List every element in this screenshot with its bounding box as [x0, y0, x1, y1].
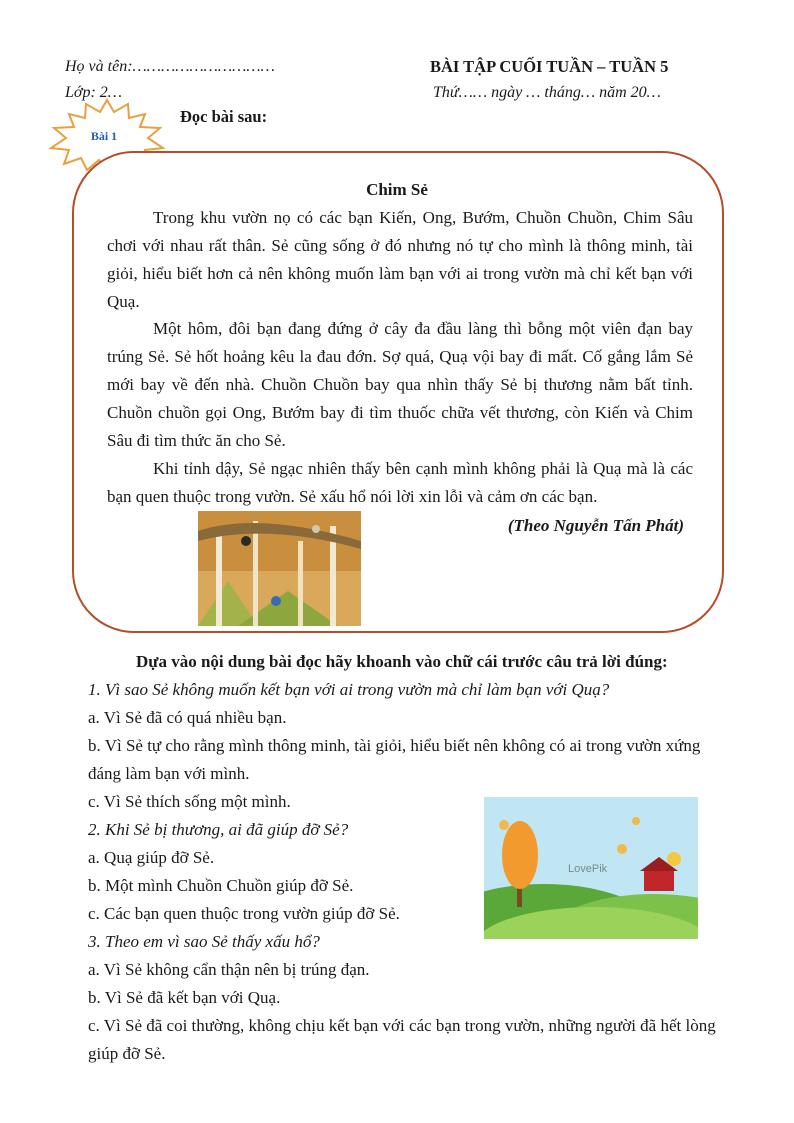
- instruction: Dựa vào nội dung bài đọc hãy khoanh vào chữ cái trước câu trả lời đúng:: [136, 652, 668, 671]
- source-author: Nguyễn Tấn Phát): [553, 516, 684, 535]
- question-3: 3. Theo em vì sao Sẻ thấy xấu hổ?: [88, 932, 320, 951]
- student-name-field: Họ và tên:…………………………: [65, 58, 275, 75]
- story-paragraph: Một hôm, đôi bạn đang đứng ở cây đa đầu làng thì bỗng một viên đạn bay trúng Sẻ. Sẻ hốt hoảng kêu la đau đớn. Sợ quá, Quạ vội bay đi mất. Cố gắng lắm Sẻ mới bay về đến nhà. Chuồn Chuồn bay qua nhìn thấy Sẻ bị thương nằm bất tỉnh. Chuồn chuồn gọi Ong, Bướm bay đi tìm thuốc chữa vết thương, còn Kiến và Chim Sâu đi tìm thức ăn cho Sẻ.: [107, 319, 693, 450]
- answer-option: c. Vì Sẻ thích sống một mình.: [88, 792, 291, 811]
- answer-option: a. Quạ giúp đỡ Sẻ.: [88, 848, 215, 867]
- story-paragraph: Khi tỉnh dậy, Sẻ ngạc nhiên thấy bên cạnh mình không phải là Quạ mà là các bạn quen thuộc trong vườn. Sẻ xấu hổ nói lời xin lỗi và cảm ơn các bạn.: [107, 459, 693, 506]
- forest-bird-illustration: [198, 511, 361, 626]
- question-2: 2. Khi Sẻ bị thương, ai đã giúp đỡ Sẻ?: [88, 820, 349, 839]
- landscape-illustration: [484, 797, 698, 939]
- story-paragraph: Trong khu vườn nọ có các bạn Kiến, Ong, Bướm, Chuồn Chuồn, Chim Sâu chơi với nhau rất thân. Sẻ cũng sống ở đó nhưng nó tự cho mình là thông minh, tài giỏi, hiểu biết hơn cả nên không muốn làm bạn với ai trong vườn mà chỉ kết bạn với Quạ.: [107, 208, 693, 311]
- date-line: Thứ…… ngày … tháng… năm 20…: [433, 84, 661, 101]
- answer-option: a. Vì Sẻ đã có quá nhiều bạn.: [88, 708, 287, 727]
- read-prompt: Đọc bài sau:: [180, 107, 268, 126]
- student-class-field: Lớp: 2…: [65, 84, 122, 101]
- worksheet-title: BÀI TẬP CUỐI TUẦN – TUẦN 5: [430, 57, 669, 76]
- answer-option: c. Các bạn quen thuộc trong vườn giúp đỡ Sẻ.: [88, 904, 400, 923]
- image-watermark: LovePik: [568, 863, 608, 875]
- answer-option: c. Vì Sẻ đã coi thường, không chịu kết bạn với các bạn trong vườn, những người đã hết lòng giúp đỡ Sẻ.: [88, 1016, 716, 1063]
- story-source: [508, 516, 684, 536]
- answer-option: b. Vì Sẻ tự cho rằng mình thông minh, tài giỏi, hiểu biết nên không có ai trong vườn xứng đáng làm bạn với mình.: [88, 736, 701, 783]
- answer-option: a. Vì Sẻ không cẩn thận nên bị trúng đạn.: [88, 960, 370, 979]
- exercise-badge-label: Bài 1: [90, 129, 118, 143]
- question-1: 1. Vì sao Sẻ không muốn kết bạn với ai trong vườn mà chỉ làm bạn với Quạ?: [88, 680, 610, 699]
- source-prefix: (Theo: [507, 516, 554, 535]
- story-title: Chim Sẻ: [366, 180, 428, 199]
- answer-option: b. Vì Sẻ đã kết bạn với Quạ.: [88, 988, 281, 1007]
- answer-option: b. Một mình Chuồn Chuồn giúp đỡ Sẻ.: [88, 876, 354, 895]
